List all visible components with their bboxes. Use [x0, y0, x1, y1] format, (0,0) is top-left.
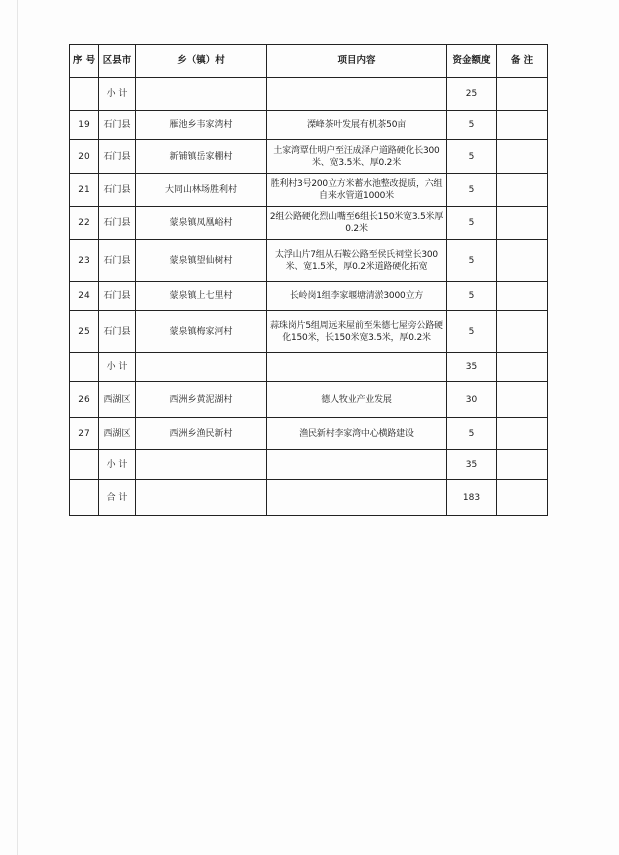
- cell-county: 石门县: [99, 207, 136, 240]
- cell-village: 新铺镇岳家棚村: [136, 140, 267, 174]
- cell-project: [267, 450, 447, 480]
- header-seq: 序 号: [70, 45, 99, 78]
- cell-amount: 30: [447, 382, 497, 418]
- subtotal-row: [70, 353, 548, 382]
- funds-table: [69, 44, 548, 516]
- cell-remarks: [497, 480, 548, 516]
- cell-village: [136, 450, 267, 480]
- table-row: [70, 140, 548, 174]
- cell-remarks: [497, 78, 548, 111]
- cell-county: 石门县: [99, 240, 136, 282]
- cell-village: 蒙泉镇望仙树村: [136, 240, 267, 282]
- cell-amount: 5: [447, 240, 497, 282]
- header-row: [70, 45, 548, 78]
- header-town-village: 乡（镇）村: [136, 45, 267, 78]
- cell-remarks: [497, 140, 548, 174]
- cell-remarks: [497, 111, 548, 140]
- cell-seq: 24: [70, 282, 99, 311]
- cell-project: 土家湾覃仕明户至汪成泽户道路硬化长300米、宽3.5米、厚0.2米: [267, 140, 447, 174]
- cell-seq: 22: [70, 207, 99, 240]
- cell-project: [267, 78, 447, 111]
- cell-seq: [70, 450, 99, 480]
- cell-seq: 19: [70, 111, 99, 140]
- cell-village: [136, 353, 267, 382]
- cell-seq: [70, 480, 99, 516]
- cell-remarks: [497, 174, 548, 207]
- cell-county: 西湖区: [99, 418, 136, 450]
- cell-amount: 183: [447, 480, 497, 516]
- table-row: [70, 111, 548, 140]
- cell-county: 石门县: [99, 311, 136, 353]
- cell-project: 渔民新村李家湾中心横路建设: [267, 418, 447, 450]
- cell-amount: 5: [447, 140, 497, 174]
- table-body: [70, 78, 548, 516]
- cell-amount: 35: [447, 450, 497, 480]
- scan-edge: [17, 0, 18, 855]
- cell-village: [136, 78, 267, 111]
- cell-remarks: [497, 382, 548, 418]
- cell-amount: 5: [447, 111, 497, 140]
- cell-county: 石门县: [99, 174, 136, 207]
- header-remarks: 备 注: [497, 45, 548, 78]
- table-row: [70, 282, 548, 311]
- cell-seq: 27: [70, 418, 99, 450]
- cell-county: 小 计: [99, 353, 136, 382]
- cell-remarks: [497, 353, 548, 382]
- cell-project: 2组公路硬化烈山嘴至6组长150米宽3.5米厚0.2米: [267, 207, 447, 240]
- cell-seq: 25: [70, 311, 99, 353]
- cell-amount: 5: [447, 282, 497, 311]
- cell-county: 小 计: [99, 450, 136, 480]
- cell-project: 蒜珠岗片5组周远来屋前至朱德七屋旁公路硬化150米，长150米宽3.5米，厚0.2米: [267, 311, 447, 353]
- cell-seq: 21: [70, 174, 99, 207]
- cell-village: 蒙泉镇上七里村: [136, 282, 267, 311]
- header-county: 区县市: [99, 45, 136, 78]
- cell-amount: 35: [447, 353, 497, 382]
- cell-amount: 5: [447, 207, 497, 240]
- cell-amount: 5: [447, 174, 497, 207]
- cell-project: 溧峰茶叶发展有机茶50亩: [267, 111, 447, 140]
- subtotal-row: [70, 78, 548, 111]
- cell-county: 石门县: [99, 282, 136, 311]
- cell-remarks: [497, 311, 548, 353]
- cell-remarks: [497, 282, 548, 311]
- cell-seq: 23: [70, 240, 99, 282]
- cell-county: 合 计: [99, 480, 136, 516]
- cell-project: [267, 353, 447, 382]
- cell-village: 西洲乡渔民新村: [136, 418, 267, 450]
- header-amount: 资金额度: [447, 45, 497, 78]
- cell-village: 大同山林场胜利村: [136, 174, 267, 207]
- cell-remarks: [497, 450, 548, 480]
- table-row: [70, 311, 548, 353]
- cell-seq: [70, 353, 99, 382]
- cell-project: 长岭岗1组李家堰塘清淤3000立方: [267, 282, 447, 311]
- cell-remarks: [497, 418, 548, 450]
- cell-project: 德人牧业产业发展: [267, 382, 447, 418]
- cell-amount: 25: [447, 78, 497, 111]
- subtotal-row: [70, 450, 548, 480]
- table-row: [70, 207, 548, 240]
- cell-seq: 20: [70, 140, 99, 174]
- cell-county: 小 计: [99, 78, 136, 111]
- cell-amount: 5: [447, 311, 497, 353]
- cell-project: 胜利村3号200立方米蓄水池整改提质，六组自来水管道1000米: [267, 174, 447, 207]
- header-project: 项目内容: [267, 45, 447, 78]
- cell-remarks: [497, 240, 548, 282]
- table-row: [70, 240, 548, 282]
- total-row: [70, 480, 548, 516]
- cell-village: 西洲乡黄泥湖村: [136, 382, 267, 418]
- table-row: [70, 174, 548, 207]
- table-row: [70, 418, 548, 450]
- cell-seq: [70, 78, 99, 111]
- cell-project: [267, 480, 447, 516]
- cell-remarks: [497, 207, 548, 240]
- table-row: [70, 382, 548, 418]
- cell-county: 西湖区: [99, 382, 136, 418]
- cell-project: 太浮山片7组从石鞍公路至侯氏祠堂长300米、宽1.5米，厚0.2米道路硬化拓宽: [267, 240, 447, 282]
- cell-village: 蒙泉镇梅家河村: [136, 311, 267, 353]
- cell-village: [136, 480, 267, 516]
- cell-village: 雁池乡韦家湾村: [136, 111, 267, 140]
- cell-amount: 5: [447, 418, 497, 450]
- cell-village: 蒙泉镇凤凰峪村: [136, 207, 267, 240]
- cell-county: 石门县: [99, 140, 136, 174]
- cell-seq: 26: [70, 382, 99, 418]
- cell-county: 石门县: [99, 111, 136, 140]
